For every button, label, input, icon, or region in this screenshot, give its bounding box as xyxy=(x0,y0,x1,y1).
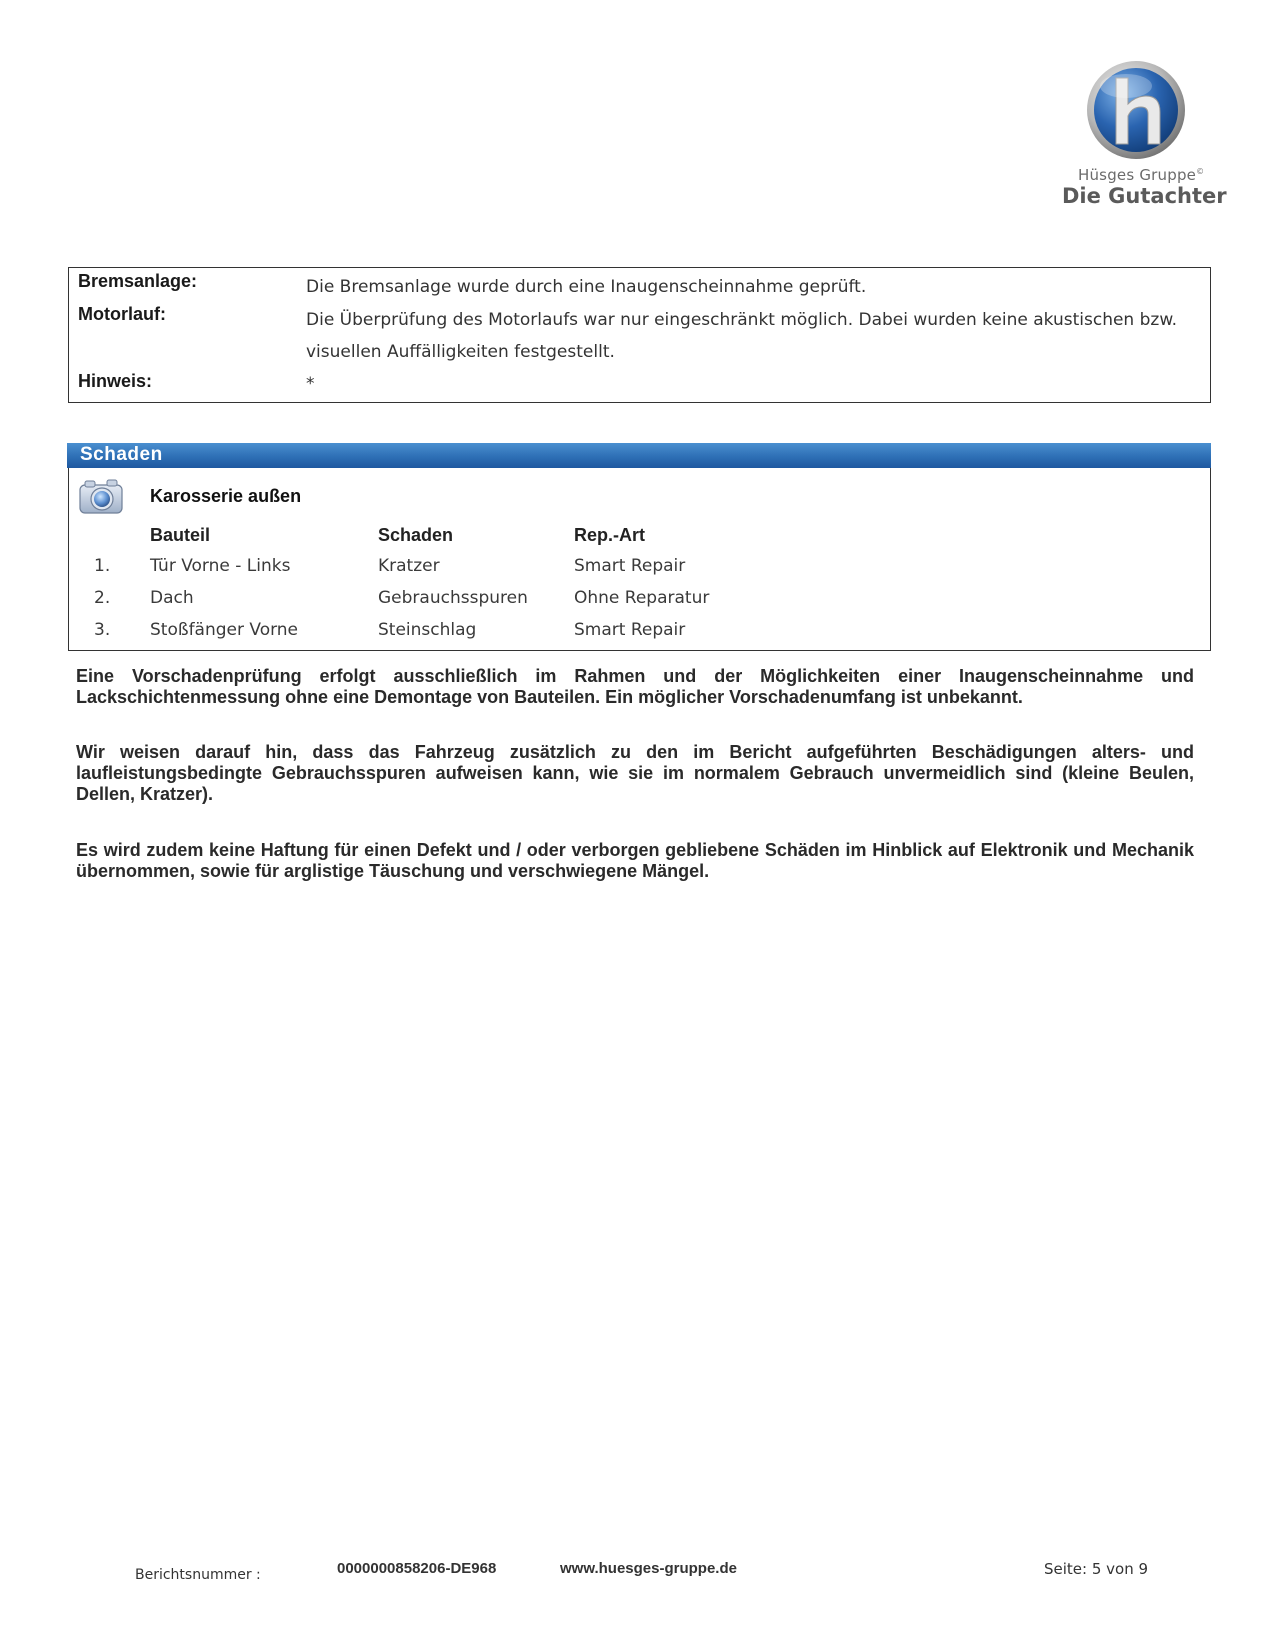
brakes-label: Bremsanlage: xyxy=(78,271,198,291)
logo-subtitle: Die Gutachter xyxy=(1062,184,1227,208)
row-part: Tür Vorne - Links xyxy=(150,556,291,576)
brakes-value: Die Bremsanlage wurde durch eine Inaugenscheinnahme geprüft. xyxy=(306,277,867,297)
damage-section xyxy=(68,468,1211,651)
company-logo xyxy=(1050,58,1227,218)
row-repair: Smart Repair xyxy=(574,620,686,640)
logo-brand-text: Hüsges Gruppe© xyxy=(1078,166,1205,184)
column-header-repair: Rep.-Art xyxy=(574,525,645,545)
footer-website-link[interactable]: www.huesges-gruppe.de xyxy=(560,1560,737,1577)
damage-section-header xyxy=(67,443,1211,468)
note-value: * xyxy=(306,374,315,394)
note-label: Hinweis: xyxy=(78,371,153,391)
disclaimer-wear: Wir weisen darauf hin, dass das Fahrzeug zusätzlich zu den im Bericht aufgeführten Beschädigungen alters- und laufleistungsbedingte Gebrauchsspuren aufweisen kann, wie sie im normalem Gebrauch unvermeidlich sind (kleine Beulen, Dellen, Kratzer). xyxy=(76,742,1194,804)
row-number: 3. xyxy=(94,620,111,640)
row-repair: Smart Repair xyxy=(574,556,686,576)
footer-page-number: Seite: 5 von 9 xyxy=(1044,1560,1149,1578)
row-number: 2. xyxy=(94,588,111,608)
footer-report-label: Berichtsnummer : xyxy=(135,1567,261,1583)
row-damage: Gebrauchsspuren xyxy=(378,588,528,608)
engine-label: Motorlauf: xyxy=(78,304,166,324)
row-damage: Steinschlag xyxy=(378,620,477,640)
disclaimer-prior-damage: Eine Vorschadenprüfung erfolgt ausschließlich im Rahmen und der Möglichkeiten einer Inaugenscheinnahme und Lackschichtenmessung ohne eine Demontage von Bauteilen. Ein möglicher Vorschadenumfang ist unbekannt. xyxy=(76,666,1194,707)
row-damage: Kratzer xyxy=(378,556,440,576)
row-part: Dach xyxy=(150,588,194,608)
footer-report-number: 0000000858206-DE968 xyxy=(337,1560,497,1577)
inspection-info-box xyxy=(68,267,1211,403)
row-repair: Ohne Reparatur xyxy=(574,588,710,608)
category-title: Karosserie außen xyxy=(150,486,302,506)
row-part: Stoßfänger Vorne xyxy=(150,620,299,640)
row-number: 1. xyxy=(94,556,111,576)
section-title: Schaden xyxy=(80,444,163,465)
column-header-part: Bauteil xyxy=(150,525,211,545)
engine-value: Die Überprüfung des Motorlaufs war nur eingeschränkt möglich. Dabei wurden keine akustischen bzw. visuellen Auffälligkeiten festgestellt. xyxy=(306,310,1178,362)
disclaimer-liability: Es wird zudem keine Haftung für einen Defekt und / oder verborgen gebliebene Schäden im Hinblick auf Elektronik und Mechanik übernommen, sowie für arglistige Täuschung und verschwiegene Mängel. xyxy=(76,840,1194,881)
logo-mark-icon xyxy=(1086,60,1186,160)
column-header-damage: Schaden xyxy=(378,525,454,545)
camera-icon xyxy=(77,475,125,517)
